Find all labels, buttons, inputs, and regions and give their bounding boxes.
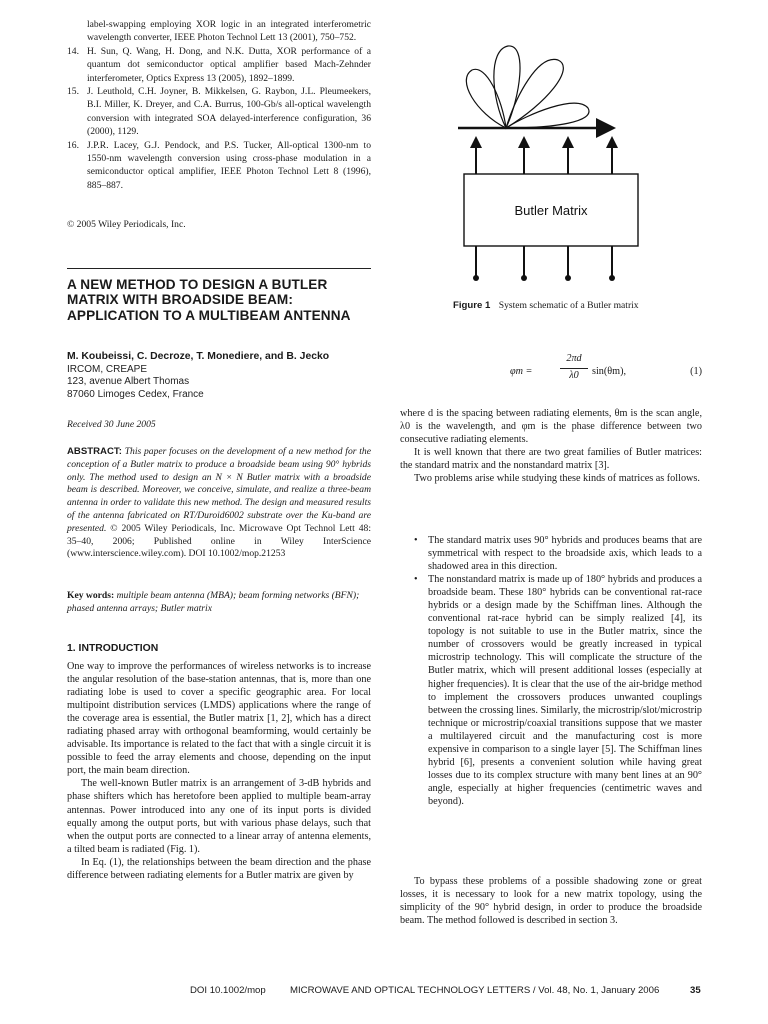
footer-doi: DOI 10.1002/mop — [190, 985, 266, 996]
equation-number: (1) — [690, 366, 702, 377]
reference-number: 14. — [67, 45, 79, 57]
fraction-bar — [560, 368, 588, 369]
figure-label: Figure 1 — [453, 300, 491, 311]
lobe — [506, 59, 563, 128]
affiliation — [67, 364, 371, 401]
abstract — [67, 446, 371, 561]
equation-lhs: φm = — [510, 366, 533, 377]
equation-1 — [400, 353, 702, 389]
axis-arrowhead — [596, 118, 616, 138]
equation-numerator: 2πd — [566, 353, 582, 364]
output-port-arrows — [470, 136, 618, 148]
right-body — [400, 407, 702, 485]
footer-journal: MICROWAVE AND OPTICAL TECHNOLOGY LETTERS / Vol. 48, No. 1, January 2006 — [290, 985, 660, 996]
article-title: A NEW METHOD TO DESIGN A BUTLER MATRIX WITH BROADSIDE BEAM: APPLICATION TO A MULTIBEAM ANTENNA — [67, 277, 351, 323]
paragraph: One way to improve the performances of wireless networks is to increase the angular resolution of the base-station antennas, that is, more than one radiating lobe is used to cover a specific geographic area. For local multipoint distribution services (LMDS) applications where the range of the coverage area is essential, the Butler matrix [1, 2], which has a direct radiating phased array with orthogonal beamforming, would certainly be advisable. Its importance is related to the fact that with a single circuit it is possible to feed the array elements and choose, depending on the input port, the main beam direction. — [67, 661, 371, 777]
input-ports — [476, 246, 612, 276]
reference-text: J.P.R. Lacey, G.J. Pendock, and P.S. Tucker, All-optical 1300-nm to 1550-nm wavelength conversion using cross-phase modulation in a semiconductor optical amplifier, IEEE Photon Technol Lett 8 (1996), 885–887. — [87, 139, 371, 191]
reference-item — [67, 18, 371, 45]
list-item-text: The nonstandard matrix is made up of 180° hybrids and produces a broadside beam. These 180° hybrids can be conventional rat-race hybrids or a design made by the Schiffman lines. Although the conventional rat-race hybrid can be simply realized [4], its topology is not suitable to use in the Butler matrix, since the number of crossovers would be greatly increased in typical microstrip technology. This will complicate the structure of the Butler matrix, which will present additional losses (especially at higher frequencies). It is clear that the use of the air-bridge method to implement the crossovers produces unwanted couplings between the crossing lines. Similarly, the microstrip/slot/microstrip technique or microstrip/coaxial transitions suppose that we master a multilayered circuit and the manufacturing cost is more expensive in comparison to a single layer [5]. The Schiffman lines hybrid [6], presents a convenient solution while having great losses due to its complex structure with many bent lines at an 90° angle, especially at higher frequencies (centimetric waves and beyond). — [428, 574, 702, 807]
intro-body — [67, 660, 371, 882]
paragraph: Two problems arise while studying these kinds of matrices as follows. — [414, 473, 700, 485]
section-heading: 1. INTRODUCTION — [67, 643, 159, 654]
affiliation-line: IRCOM, CREAPE — [67, 364, 148, 375]
section-divider — [67, 268, 371, 269]
input-port-ends — [473, 275, 615, 281]
butler-matrix-figure — [436, 18, 678, 288]
matrix-label: Butler Matrix — [514, 203, 588, 218]
output-ports — [476, 140, 612, 174]
paragraph: where d is the spacing between radiating elements, θm is the scan angle, λ0 is the wavelength, and φm is the phase difference between two consecutive radiating elements. — [400, 408, 702, 446]
reference-text: J. Leuthold, C.H. Joyner, B. Mikkelsen, G. Raybon, J.L. Pleumeekers, B.I. Miller, K. Dreyer, and C.A. Burrus, 100-Gb/s all-optical wavelength conversion with integrated SOA delayed-interference configuration, 36 (2000), 1129. — [87, 86, 371, 138]
lobe — [494, 46, 520, 128]
figure-caption-text: System schematic of a Butler matrix — [498, 300, 639, 311]
affiliation-line: 87060 Limoges Cedex, France — [67, 388, 204, 400]
problem-list — [414, 534, 702, 808]
reference-number: 15. — [67, 86, 79, 98]
keywords-text: multiple beam antenna (MBA); beam forming networks (BFN); phased antenna arrays; Butler matrix — [67, 590, 360, 614]
lobe — [466, 69, 506, 128]
article-authors: M. Koubeissi, C. Decroze, T. Monediere, and B. Jecko — [67, 351, 330, 362]
affiliation-line: 123, avenue Albert Thomas — [67, 376, 190, 388]
abstract-text: This paper focuses on the development of a new method for the conception of a Butler matrix to produce a broadside beam using 90° hybrids only. The method used to design an N × N Butler matrix with a broadside beam is described. Moreover, we conceive, simulate, and realize a three-beam antenna in order to validate this new method. The design and measured results of the antenna fabricated on RT/Duroid6002 substrate over the Ku-band are presented. — [67, 446, 371, 534]
reference-item — [67, 45, 371, 85]
abstract-tail: © 2005 Wiley Periodicals, Inc. Microwave Opt Technol Lett 48: 35–40, 2006; Published online in Wiley InterScience (www.interscience.wiley.com). DOI 10.1002/mop.21253 — [67, 522, 372, 560]
list-item-text: The standard matrix uses 90° hybrids and produces beams that are symmetrical with respect to the broadside axis, which leads to a shadowed area in this direction. — [428, 535, 702, 573]
page-number: 35 — [690, 985, 701, 996]
paragraph: In Eq. (1), the relationships between the beam direction and the phase difference between radiating elements for a Butler matrix are given by — [67, 856, 371, 881]
keywords-label: Key words: — [67, 590, 115, 601]
reference-text: label-swapping employing XOR logic in an integrated interferometric wavelength converter, IEEE Photon Technol Lett 13 (2001), 750–752. — [87, 19, 371, 44]
paragraph: The well-known Butler matrix is an arrangement of 3-dB hybrids and phase shifters which has heretofore been applied to multiple beam-array antennas. Power introduced into any one of its input ports is divided equally among the output ports, but with various phase delays, such that when the output ports are connected to a linear array of antenna elements, a tilted beam is radiated (Fig. 1). — [67, 778, 371, 855]
abstract-label: ABSTRACT: — [67, 446, 122, 457]
reference-item — [67, 85, 371, 139]
equation-rhs: sin(θm), — [592, 366, 627, 377]
radiation-lobes — [466, 46, 589, 128]
reference-number: 16. — [67, 139, 79, 151]
equation-denominator: λ0 — [569, 370, 579, 381]
list-item — [414, 573, 702, 808]
reference-list — [67, 18, 371, 192]
bullet-icon: • — [414, 574, 418, 586]
figure-caption — [453, 300, 639, 311]
lobe — [506, 103, 589, 128]
received-date: Received 30 June 2005 — [67, 419, 156, 430]
keywords — [67, 590, 371, 616]
paragraph: To bypass these problems of a possible shadowing zone or great losses, it is necessary to look for a new matrix topology, using the simplicity of the 90° hybrid design, in order to produce the broadside beam. The method followed is described in section 3. — [400, 876, 702, 927]
paragraph: It is well known that there are two great families of Butler matrices: the standard matrix and the nonstandard matrix [3]. — [400, 447, 702, 472]
reference-item — [67, 139, 371, 193]
bullet-icon: • — [414, 535, 418, 546]
list-item — [414, 534, 702, 573]
closing-body — [400, 875, 702, 927]
reference-text: H. Sun, Q. Wang, H. Dong, and N.K. Dutta, XOR performance of a quantum dot semiconductor optical amplifier based Mach-Zehnder interferometer, Optics Express 13 (2005), 1892–1899. — [87, 45, 371, 84]
copyright-notice: © 2005 Wiley Periodicals, Inc. — [67, 219, 186, 230]
